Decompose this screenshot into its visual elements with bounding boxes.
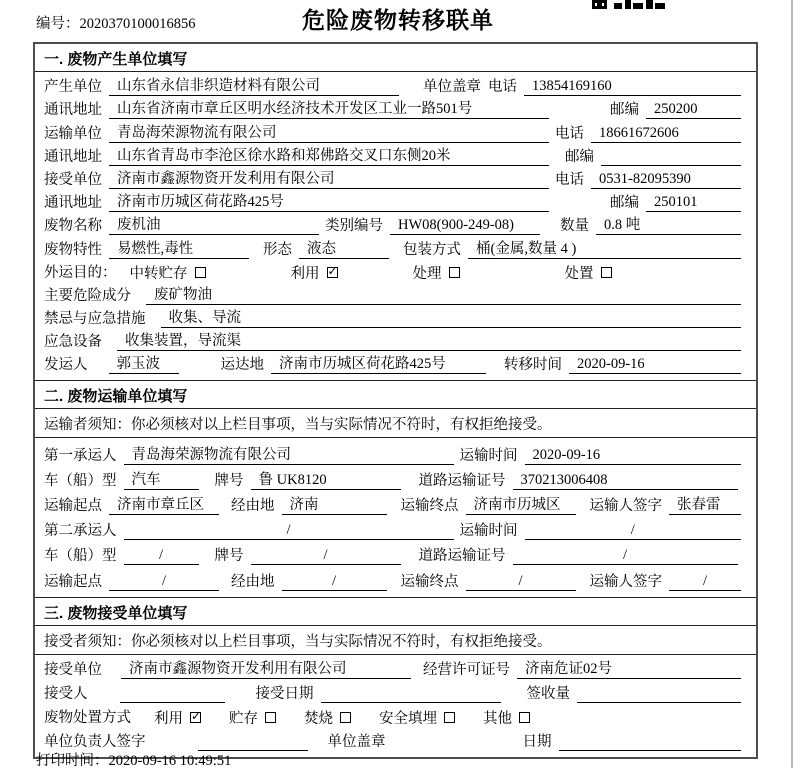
first-terminus: 济南市历城区 — [466, 496, 576, 515]
waste-characteristics: 易燃性,毒性 — [109, 240, 249, 259]
second-vehicle-row — [35, 542, 756, 567]
destination: 济南市历城区荷花路425号 — [271, 355, 486, 374]
emergency-equipment: 收集装置，导流渠 — [117, 332, 741, 351]
receiver-postcode: 250101 — [646, 193, 741, 212]
purpose-treat-label: 处理 — [412, 265, 442, 282]
first-origin: 济南市章丘区 — [109, 496, 219, 515]
second-plate-number: / — [251, 546, 401, 565]
second-carrier-row — [35, 517, 756, 542]
field-label: 废物名称 — [44, 218, 102, 235]
section-producer-heading: 一. 废物产生单位填写 — [35, 44, 756, 72]
field-label: 电话 — [555, 171, 584, 188]
waste-form: 液态 — [299, 240, 389, 259]
field-label: 日期 — [522, 733, 552, 750]
second-vehicle-type: / — [124, 546, 199, 565]
field-label: 运输单位 — [44, 125, 102, 142]
purpose-transfer-storage-checkbox — [195, 267, 206, 278]
producer-address-row — [35, 98, 756, 121]
transporter-phone: 18661672606 — [591, 124, 741, 143]
disposal-incinerate — [304, 708, 351, 727]
first-carrier-row — [35, 441, 756, 466]
field-label: 签收量 — [526, 686, 570, 703]
field-label: 单位盖章 — [327, 733, 386, 750]
field-label: 废物特性 — [44, 241, 102, 258]
first-road-permit: 370213006408 — [513, 471, 738, 490]
disposal-storage-label: 贮存 — [229, 710, 258, 727]
field-label: 第一承运人 — [44, 447, 117, 464]
field-label: 单位盖章 — [423, 79, 481, 96]
page-edge-line — [791, 0, 793, 768]
second-transport-date: / — [525, 521, 742, 540]
dispatch-row — [35, 353, 756, 376]
field-label: 发运人 — [44, 357, 88, 374]
print-time-label: 打印时间： — [36, 753, 109, 769]
transporter-address-row — [35, 145, 756, 168]
waste-packing: 桶(金属,数量 4 ) — [468, 240, 741, 259]
transporter-name: 青岛海荣源物流有限公司 — [109, 124, 549, 143]
section-transporter-notice: 运输者须知：你必须核对以上栏目事项，当与实际情况不符时，有权拒绝接受。 — [35, 409, 756, 438]
serial-value: 2020370100016856 — [79, 16, 196, 32]
waste-character-row — [35, 237, 756, 260]
field-label: 经由地 — [231, 573, 275, 590]
emergency-equipment-row — [35, 330, 756, 353]
field-label: 邮编 — [610, 195, 639, 212]
second-via: / — [282, 572, 387, 591]
transporter-address: 山东省青岛市李沧区徐水路和郑佛路交叉口东侧20米 — [109, 147, 549, 166]
purpose-transfer-storage-label: 中转贮存 — [129, 265, 188, 282]
disposal-landfill — [379, 708, 455, 727]
field-label: 邮编 — [610, 102, 639, 119]
field-label: 禁忌与应急措施 — [44, 311, 146, 328]
section-receiver-notice: 接受者须知：你必须核对以上栏目事项，当与实际情况不符时，有权拒绝接受。 — [35, 626, 756, 655]
stamp-date — [559, 732, 742, 751]
producer-phone: 13854169160 — [524, 77, 741, 96]
field-label: 类别编号 — [325, 218, 383, 235]
field-label: 接受人 — [44, 686, 88, 703]
field-label: 道路运输证号 — [418, 472, 506, 489]
field-label: 道路运输证号 — [418, 548, 506, 565]
second-carrier: / — [124, 521, 454, 540]
accept-person-row — [35, 681, 756, 705]
second-route-row — [35, 567, 756, 592]
first-vehicle-row — [35, 467, 756, 492]
print-time — [36, 749, 231, 770]
disposal-utilize-checkbox — [190, 712, 201, 723]
emergency-measures-row — [35, 307, 756, 330]
disposal-incinerate-checkbox — [340, 712, 351, 723]
manifest-form — [33, 42, 758, 759]
disposal-storage-checkbox — [265, 712, 276, 723]
second-terminus: / — [466, 572, 576, 591]
first-vehicle-type: 汽车 — [124, 471, 199, 490]
field-label: 经营许可证号 — [423, 662, 510, 679]
producer-address: 山东省济南市章丘区明水经济技术开发区工业一路501号 — [109, 100, 549, 119]
waste-name: 废机油 — [109, 216, 319, 235]
section-receiver-heading: 三. 废物接受单位填写 — [35, 598, 756, 626]
serial-label: 编号： — [36, 16, 80, 32]
field-label: 应急设备 — [44, 334, 102, 351]
receiver-address: 济南市历城区荷花路425号 — [109, 193, 549, 212]
second-carrier-signature: / — [669, 572, 741, 591]
producer-unit-row — [35, 75, 756, 98]
main-hazard-row — [35, 284, 756, 307]
purpose-dispose-checkbox — [601, 267, 612, 278]
accept-unit: 济南市鑫源物资开发利用有限公司 — [121, 660, 411, 679]
qr-code-fragment — [592, 0, 667, 11]
disposal-landfill-label: 安全填埋 — [379, 710, 437, 727]
disposal-storage — [229, 708, 276, 727]
purpose-utilize-checkbox — [327, 267, 338, 278]
first-route-row — [35, 492, 756, 517]
field-label: 转移时间 — [504, 357, 562, 374]
disposal-other-checkbox — [519, 712, 530, 723]
field-label: 通讯地址 — [44, 195, 102, 212]
field-label: 经由地 — [231, 498, 275, 514]
transporter-postcode — [601, 147, 741, 166]
field-label: 运输终点 — [400, 573, 459, 590]
field-label: 形态 — [263, 241, 292, 258]
page-title: 危险废物转移联单 — [302, 7, 494, 33]
field-label: 电话 — [555, 125, 584, 142]
disposal-other-label: 其他 — [483, 710, 512, 727]
disposal-utilize-label: 利用 — [154, 710, 183, 727]
field-label: 运输人签字 — [589, 573, 662, 590]
field-label: 接受单位 — [44, 171, 102, 188]
field-label: 运输人签字 — [589, 498, 662, 514]
received-quantity — [577, 684, 741, 703]
section-producer — [35, 44, 756, 380]
responsible-signature — [198, 732, 308, 751]
accept-date — [321, 684, 501, 703]
purpose-utilize — [291, 263, 338, 282]
disposal-incinerate-label: 焚烧 — [304, 710, 333, 727]
section-transporter-heading: 二. 废物运输单位填写 — [35, 381, 756, 409]
first-transport-date: 2020-09-16 — [525, 446, 742, 465]
license-number: 济南危证02号 — [517, 660, 741, 679]
field-label: 包装方式 — [403, 241, 461, 258]
dispatcher: 郭玉波 — [109, 355, 179, 374]
first-via: 济南 — [282, 496, 387, 515]
field-label: 主要危险成分 — [44, 287, 131, 304]
field-label: 接受日期 — [255, 686, 314, 703]
purpose-treat-checkbox — [449, 267, 460, 278]
field-label: 外运目的： — [44, 264, 117, 281]
transfer-date: 2020-09-16 — [569, 355, 741, 374]
waste-quantity: 0.8 吨 — [596, 216, 741, 235]
transfer-purpose-row — [35, 261, 756, 284]
receiver-address-row — [35, 191, 756, 214]
receiver-name: 济南市鑫源物资开发利用有限公司 — [109, 170, 549, 189]
field-label: 产生单位 — [44, 79, 102, 96]
accept-person — [120, 684, 225, 703]
emergency-measures: 收集、导流 — [161, 309, 742, 328]
field-label: 数量 — [560, 218, 589, 235]
field-label: 运输起点 — [44, 498, 102, 514]
receiver-unit-row — [35, 168, 756, 191]
field-label: 电话 — [488, 79, 517, 96]
field-label: 单位负责人签字 — [44, 733, 146, 750]
field-label: 牌号 — [214, 472, 244, 489]
print-time-value: 2020-09-16 10:49:51 — [108, 753, 232, 769]
field-label: 车（船）型 — [44, 548, 117, 565]
transporter-unit-row — [35, 121, 756, 144]
purpose-dispose — [565, 263, 612, 282]
field-label: 运输时间 — [459, 523, 518, 540]
field-label: 接受单位 — [44, 662, 102, 679]
first-carrier: 青岛海荣源物流有限公司 — [124, 446, 454, 465]
field-label: 废物处置方式 — [44, 709, 131, 726]
purpose-dispose-label: 处置 — [564, 265, 594, 282]
field-label: 邮编 — [565, 148, 594, 165]
second-origin: / — [109, 572, 219, 591]
purpose-utilize-label: 利用 — [290, 265, 320, 282]
receiver-phone: 0531-82095390 — [591, 170, 741, 189]
section-receiver — [35, 597, 756, 757]
first-carrier-signature: 张春雷 — [669, 496, 741, 515]
disposal-utilize — [154, 708, 201, 727]
waste-category-code: HW08(900-249-08) — [390, 216, 540, 235]
waste-name-row — [35, 214, 756, 237]
field-label: 车（船）型 — [44, 472, 117, 489]
field-label: 运输时间 — [459, 447, 518, 464]
field-label: 牌号 — [214, 548, 244, 565]
field-label: 第二承运人 — [44, 523, 117, 540]
main-hazard: 废矿物油 — [146, 286, 741, 305]
producer-postcode: 250200 — [646, 100, 741, 119]
field-label: 运输终点 — [400, 498, 459, 514]
purpose-treat — [413, 263, 460, 282]
field-label: 运达地 — [220, 357, 264, 374]
first-plate-number: 鲁 UK8120 — [251, 471, 401, 490]
disposal-method-row — [35, 705, 756, 729]
section-transporter — [35, 380, 756, 596]
accept-unit-row — [35, 658, 756, 682]
field-label: 运输起点 — [44, 573, 102, 590]
disposal-other — [483, 708, 530, 727]
field-label: 通讯地址 — [44, 148, 102, 165]
field-label: 通讯地址 — [44, 102, 102, 119]
purpose-transfer-storage — [130, 263, 206, 282]
producer-name: 山东省永信非织造材料有限公司 — [109, 77, 399, 96]
second-road-permit: / — [513, 546, 738, 565]
disposal-landfill-checkbox — [444, 712, 455, 723]
